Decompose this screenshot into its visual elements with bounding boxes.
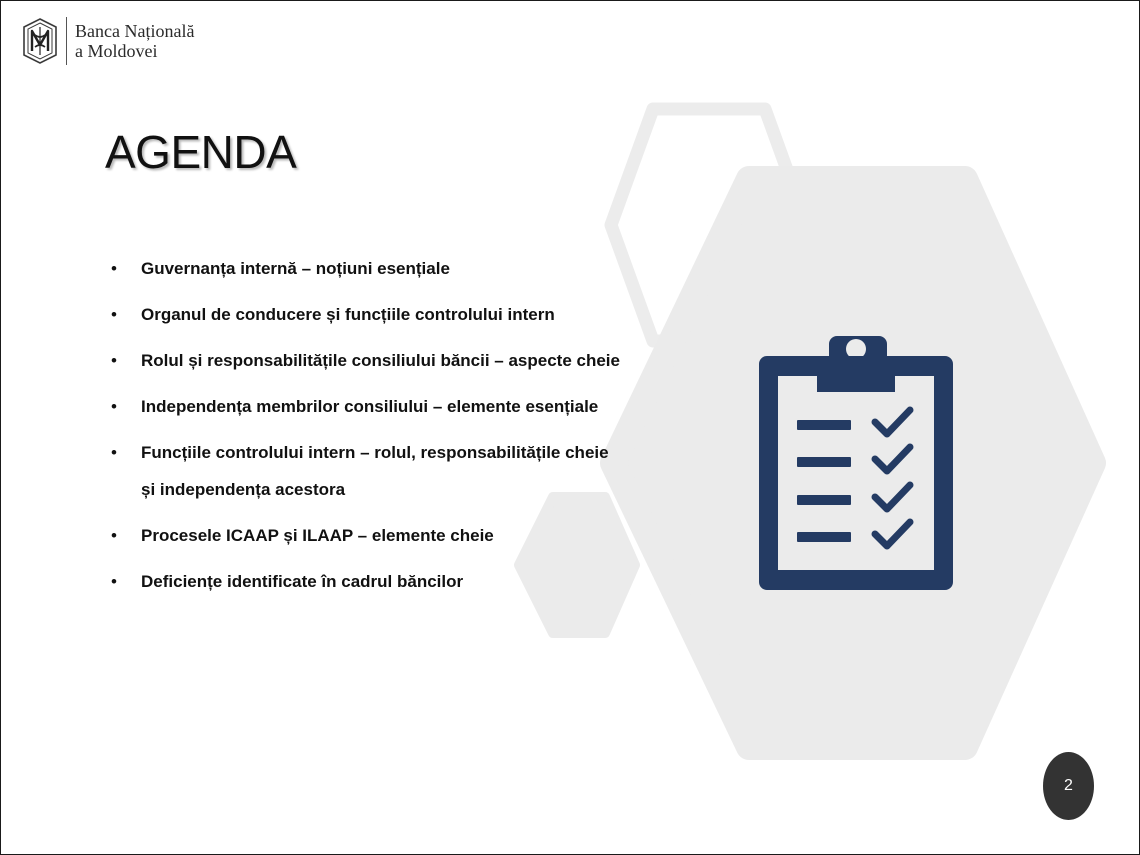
bullet: • bbox=[111, 305, 117, 324]
agenda-item-text: Deficiențe identificate în cadrul băncilor bbox=[141, 572, 464, 591]
clipboard-checklist-icon bbox=[757, 336, 955, 590]
agenda-item-text: Organul de conducere și funcțiile controlului intern bbox=[141, 305, 555, 324]
agenda-item bbox=[111, 347, 651, 374]
bullet: • bbox=[111, 526, 117, 545]
org-name bbox=[75, 21, 194, 61]
bullet: • bbox=[111, 397, 117, 416]
bullet: • bbox=[111, 351, 117, 370]
agenda-item-text: Procesele ICAAP și ILAAP – elemente cheie bbox=[141, 526, 494, 545]
agenda-item bbox=[111, 568, 651, 595]
agenda-item bbox=[111, 393, 651, 420]
agenda-item bbox=[111, 439, 651, 503]
agenda-item bbox=[111, 255, 651, 282]
nbm-monogram-icon bbox=[21, 18, 59, 64]
agenda-item-text: Funcțiile controlului intern – rolul, responsabilitățile cheie bbox=[141, 443, 609, 462]
agenda-item bbox=[111, 301, 651, 328]
bullet: • bbox=[111, 259, 117, 278]
agenda-item-text: Guvernanța internă – noțiuni esențiale bbox=[141, 259, 450, 278]
org-name-line1: Banca Națională bbox=[75, 21, 195, 41]
bnm-logo bbox=[21, 17, 194, 65]
agenda-item-text: Independența membrilor consiliului – elemente esențiale bbox=[141, 397, 599, 416]
bullet: • bbox=[111, 443, 117, 462]
agenda-list bbox=[111, 255, 651, 614]
org-name-line2: a Moldovei bbox=[75, 41, 158, 61]
logo-divider bbox=[66, 17, 67, 65]
slide-title: AGENDA bbox=[105, 126, 297, 178]
agenda-item bbox=[111, 522, 651, 549]
page-number-badge: 2 bbox=[1043, 752, 1094, 820]
agenda-item-text: Rolul și responsabilitățile consiliului băncii – aspecte cheie bbox=[141, 351, 620, 370]
agenda-item-text-continued: și independența acestora bbox=[141, 480, 346, 499]
bullet: • bbox=[111, 572, 117, 591]
